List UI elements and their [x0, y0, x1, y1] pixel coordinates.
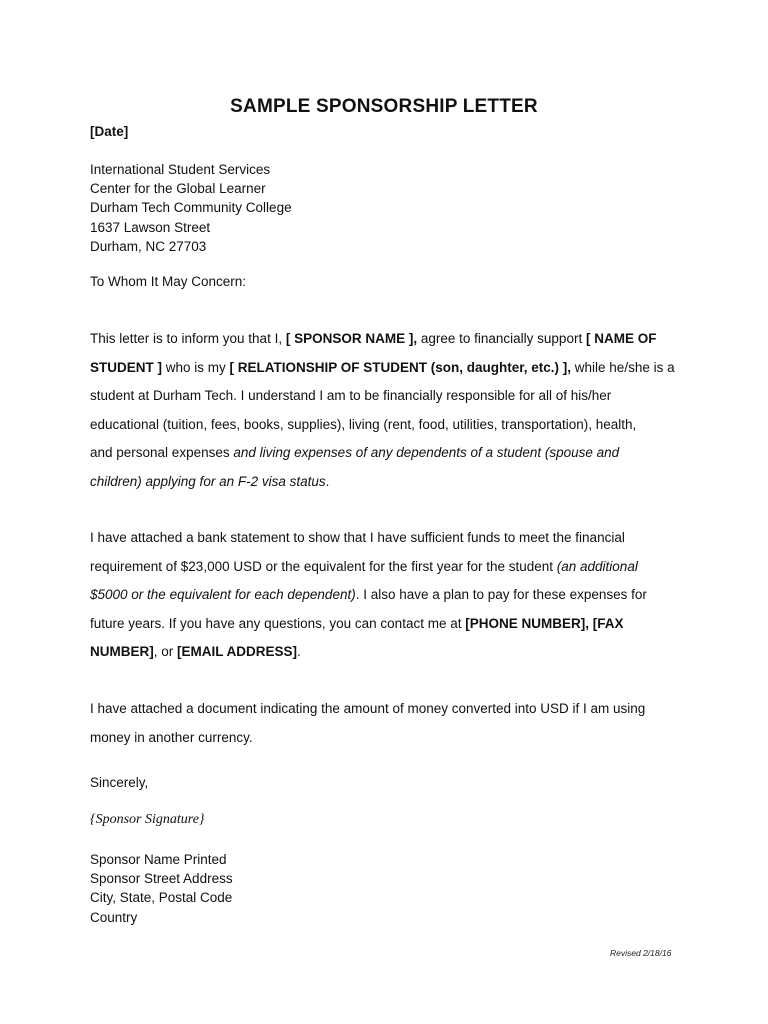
- paragraph-line: money in another currency.: [90, 729, 253, 745]
- paragraph-line: future years. If you have any questions, you can contact me at [PHONE NUMBER], [FAX: [90, 615, 624, 631]
- sponsor-name-placeholder: [ SPONSOR NAME ],: [285, 331, 418, 346]
- paragraph-line: I have attached a document indicating the amount of money converted into USD if I am using: [90, 701, 646, 716]
- paragraph-line: NUMBER], or [EMAIL ADDRESS].: [90, 644, 301, 659]
- sponsor-info-line: City, State, Postal Code: [90, 890, 233, 906]
- phone-fax-placeholder: [PHONE NUMBER], [FAX: [465, 615, 624, 631]
- address-line: International Student Services: [90, 162, 271, 177]
- paragraph-financial-requirement: [90, 524, 680, 667]
- closing: Sincerely,: [90, 775, 149, 790]
- email-placeholder: [EMAIL ADDRESS]: [177, 644, 298, 659]
- date-placeholder: [Date]: [90, 124, 129, 139]
- paragraph-line: children) applying for an F-2 visa status.: [90, 473, 330, 489]
- address-line: Center for the Global Learner: [90, 181, 266, 197]
- paragraph-line: and personal expenses and living expenses of any dependents of a student (spouse and: [90, 445, 620, 460]
- sponsor-info-block: [90, 850, 680, 927]
- address-line: Durham, NC 27703: [90, 238, 207, 254]
- paragraph-sponsor-statement: [90, 325, 680, 496]
- paragraph-line: student at Durham Tech. I understand I am to be financially responsible for all of his/her: [90, 388, 612, 403]
- paragraph-line: STUDENT ] who is my [ RELATIONSHIP OF STUDENT (son, daughter, etc.) ], while he/she is a: [90, 359, 675, 375]
- sponsor-info-line: Country: [90, 909, 138, 925]
- student-name-placeholder: [ NAME OF: [585, 331, 657, 346]
- address-line: 1637 Lawson Street: [90, 219, 211, 235]
- paragraph-currency: [90, 695, 680, 752]
- paragraph-line: This letter is to inform you that I, [ SPONSOR NAME ], agree to financially support [ NAME OF: [90, 331, 657, 346]
- paragraph-line: requirement of $23,000 USD or the equivalent for the first year for the student (an additional: [90, 558, 638, 574]
- sponsor-info-line: Sponsor Street Address: [90, 871, 233, 887]
- recipient-address: [90, 160, 680, 256]
- signature-placeholder: {Sponsor Signature}: [90, 812, 205, 827]
- salutation: To Whom It May Concern:: [90, 274, 247, 289]
- paragraph-line: I have attached a bank statement to show that I have sufficient funds to meet the financial: [90, 530, 625, 545]
- revision-note: Revised 2/18/16: [610, 948, 672, 958]
- paragraph-line: $5000 or the equivalent for each dependent). I also have a plan to pay for these expenses for: [90, 587, 647, 602]
- paragraph-line: educational (tuition, fees, books, supplies), living (rent, food, utilities, transportation), health,: [90, 416, 637, 432]
- relationship-placeholder: [ RELATIONSHIP OF STUDENT (son, daughter, etc.) ],: [229, 359, 572, 375]
- sponsor-info-line: Sponsor Name Printed: [90, 852, 227, 867]
- address-line: Durham Tech Community College: [90, 200, 292, 216]
- page-title: SAMPLE SPONSORSHIP LETTER: [230, 96, 538, 117]
